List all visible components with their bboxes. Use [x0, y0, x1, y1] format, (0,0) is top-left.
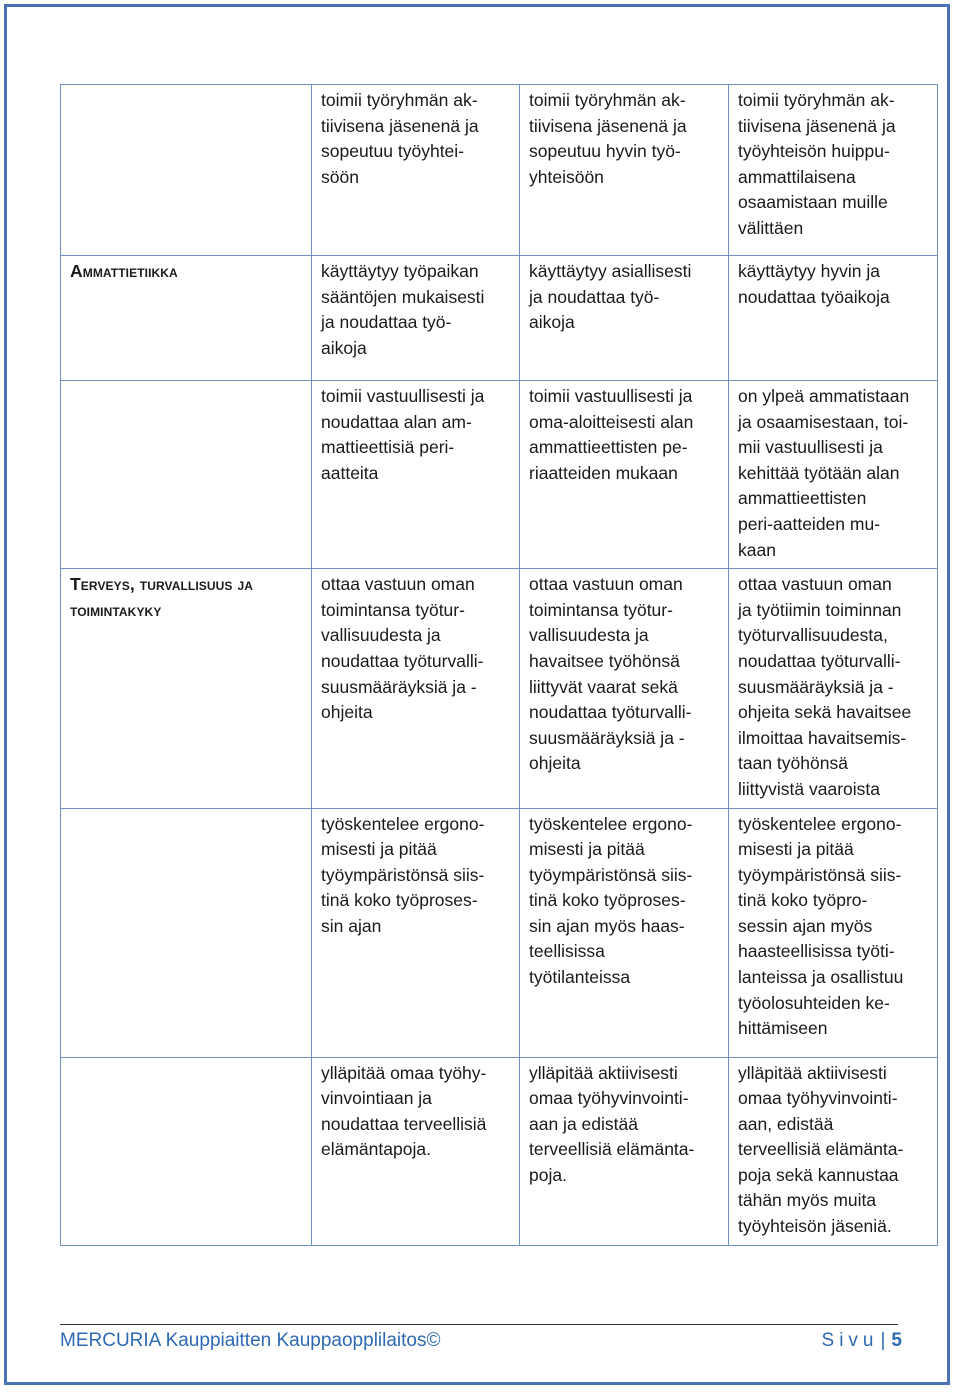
- footer-page-info: [822, 1328, 902, 1354]
- criteria-cell: toimii työryhmän ak- tiivisena jäsenenä ja sopeutuu työyhtei- söön: [312, 85, 520, 256]
- page-footer: [60, 1328, 902, 1354]
- table-row: [61, 1057, 938, 1245]
- footer-page-label: Sivu: [821, 1330, 879, 1351]
- criteria-cell: työskentelee ergono- misesti ja pitää työympäristönsä siis- tinä koko työpro- sessin ajan myös haasteellisissa työti- lanteissa ja osallistuu työolosuhteiden ke- hittämiseen: [729, 808, 938, 1057]
- criteria-cell: käyttäytyy hyvin ja noudattaa työaikoja: [729, 256, 938, 381]
- criteria-cell: toimii vastuullisesti ja noudattaa alan am- mattieettisiä peri- aatteita: [312, 381, 520, 569]
- criteria-cell: ottaa vastuun oman ja työtiimin toiminnan työturvallisuudesta, noudattaa työturvalli- suusmääräyksiä ja - ohjeita sekä havaitsee ilmoittaa havaitsemis- taan työhönsä liittyvistä vaaroista: [729, 569, 938, 808]
- criteria-cell: ylläpitää omaa työhy- vinvointiaan ja noudattaa terveellisiä elämäntapoja.: [312, 1057, 520, 1245]
- footer-separator: |: [880, 1330, 886, 1351]
- category-cell: [61, 85, 312, 256]
- table-row: [61, 381, 938, 569]
- criteria-cell: käyttäytyy asiallisesti ja noudattaa työ- aikoja: [520, 256, 729, 381]
- footer-divider: [60, 1324, 898, 1325]
- footer-publisher: MERCURIA Kauppiaitten Kauppaopplilaitos©: [60, 1330, 441, 1351]
- criteria-cell: työskentelee ergono- misesti ja pitää työympäristönsä siis- tinä koko työproses- sin ajan myös haas- teellisissa työtilanteissa: [520, 808, 729, 1057]
- table-row: [61, 808, 938, 1057]
- criteria-cell: ottaa vastuun oman toimintansa työtur- vallisuudesta ja havaitsee työhönsä liittyvät vaarat sekä noudattaa työturvalli- suusmääräyksiä ja - ohjeita: [520, 569, 729, 808]
- table-row: [61, 569, 938, 808]
- category-cell: [61, 381, 312, 569]
- category-cell: [61, 808, 312, 1057]
- evaluation-table: [60, 84, 938, 1246]
- table-row: [61, 85, 938, 256]
- criteria-cell: toimii työryhmän ak- tiivisena jäsenenä ja sopeutuu hyvin työ- yhteisöön: [520, 85, 729, 256]
- criteria-cell: on ylpeä ammatistaan ja osaamisestaan, toi- mii vastuullisesti ja kehittää työtään alan ammattieettisten peri-aatteiden mu- kaan: [729, 381, 938, 569]
- category-cell: Terveys, turvallisuus ja toimintakyky: [61, 569, 312, 808]
- criteria-cell: käyttäytyy työpaikan sääntöjen mukaisesti ja noudattaa työ- aikoja: [312, 256, 520, 381]
- criteria-cell: ottaa vastuun oman toimintansa työtur- vallisuudesta ja noudattaa työturvalli- suusmääräyksiä ja - ohjeita: [312, 569, 520, 808]
- footer-page-number: 5: [891, 1330, 902, 1351]
- criteria-cell: työskentelee ergono- misesti ja pitää työympäristönsä siis- tinä koko työproses- sin ajan: [312, 808, 520, 1057]
- criteria-cell: ylläpitää aktiivisesti omaa työhyvinvointi- aan ja edistää terveellisiä elämänta- poja.: [520, 1057, 729, 1245]
- criteria-cell: ylläpitää aktiivisesti omaa työhyvinvointi- aan, edistää terveellisiä elämänta- poja sekä kannustaa tähän myös muita työyhteisön jäseniä.: [729, 1057, 938, 1245]
- criteria-cell: toimii työryhmän ak- tiivisena jäsenenä ja työyhteisön huippu- ammattilaisena osaamistaan muille välittäen: [729, 85, 938, 256]
- category-cell: [61, 1057, 312, 1245]
- category-cell: Ammattietiikka: [61, 256, 312, 381]
- criteria-cell: toimii vastuullisesti ja oma-aloitteisesti alan ammattieettisten pe- riaatteiden mukaan: [520, 381, 729, 569]
- table-row: [61, 256, 938, 381]
